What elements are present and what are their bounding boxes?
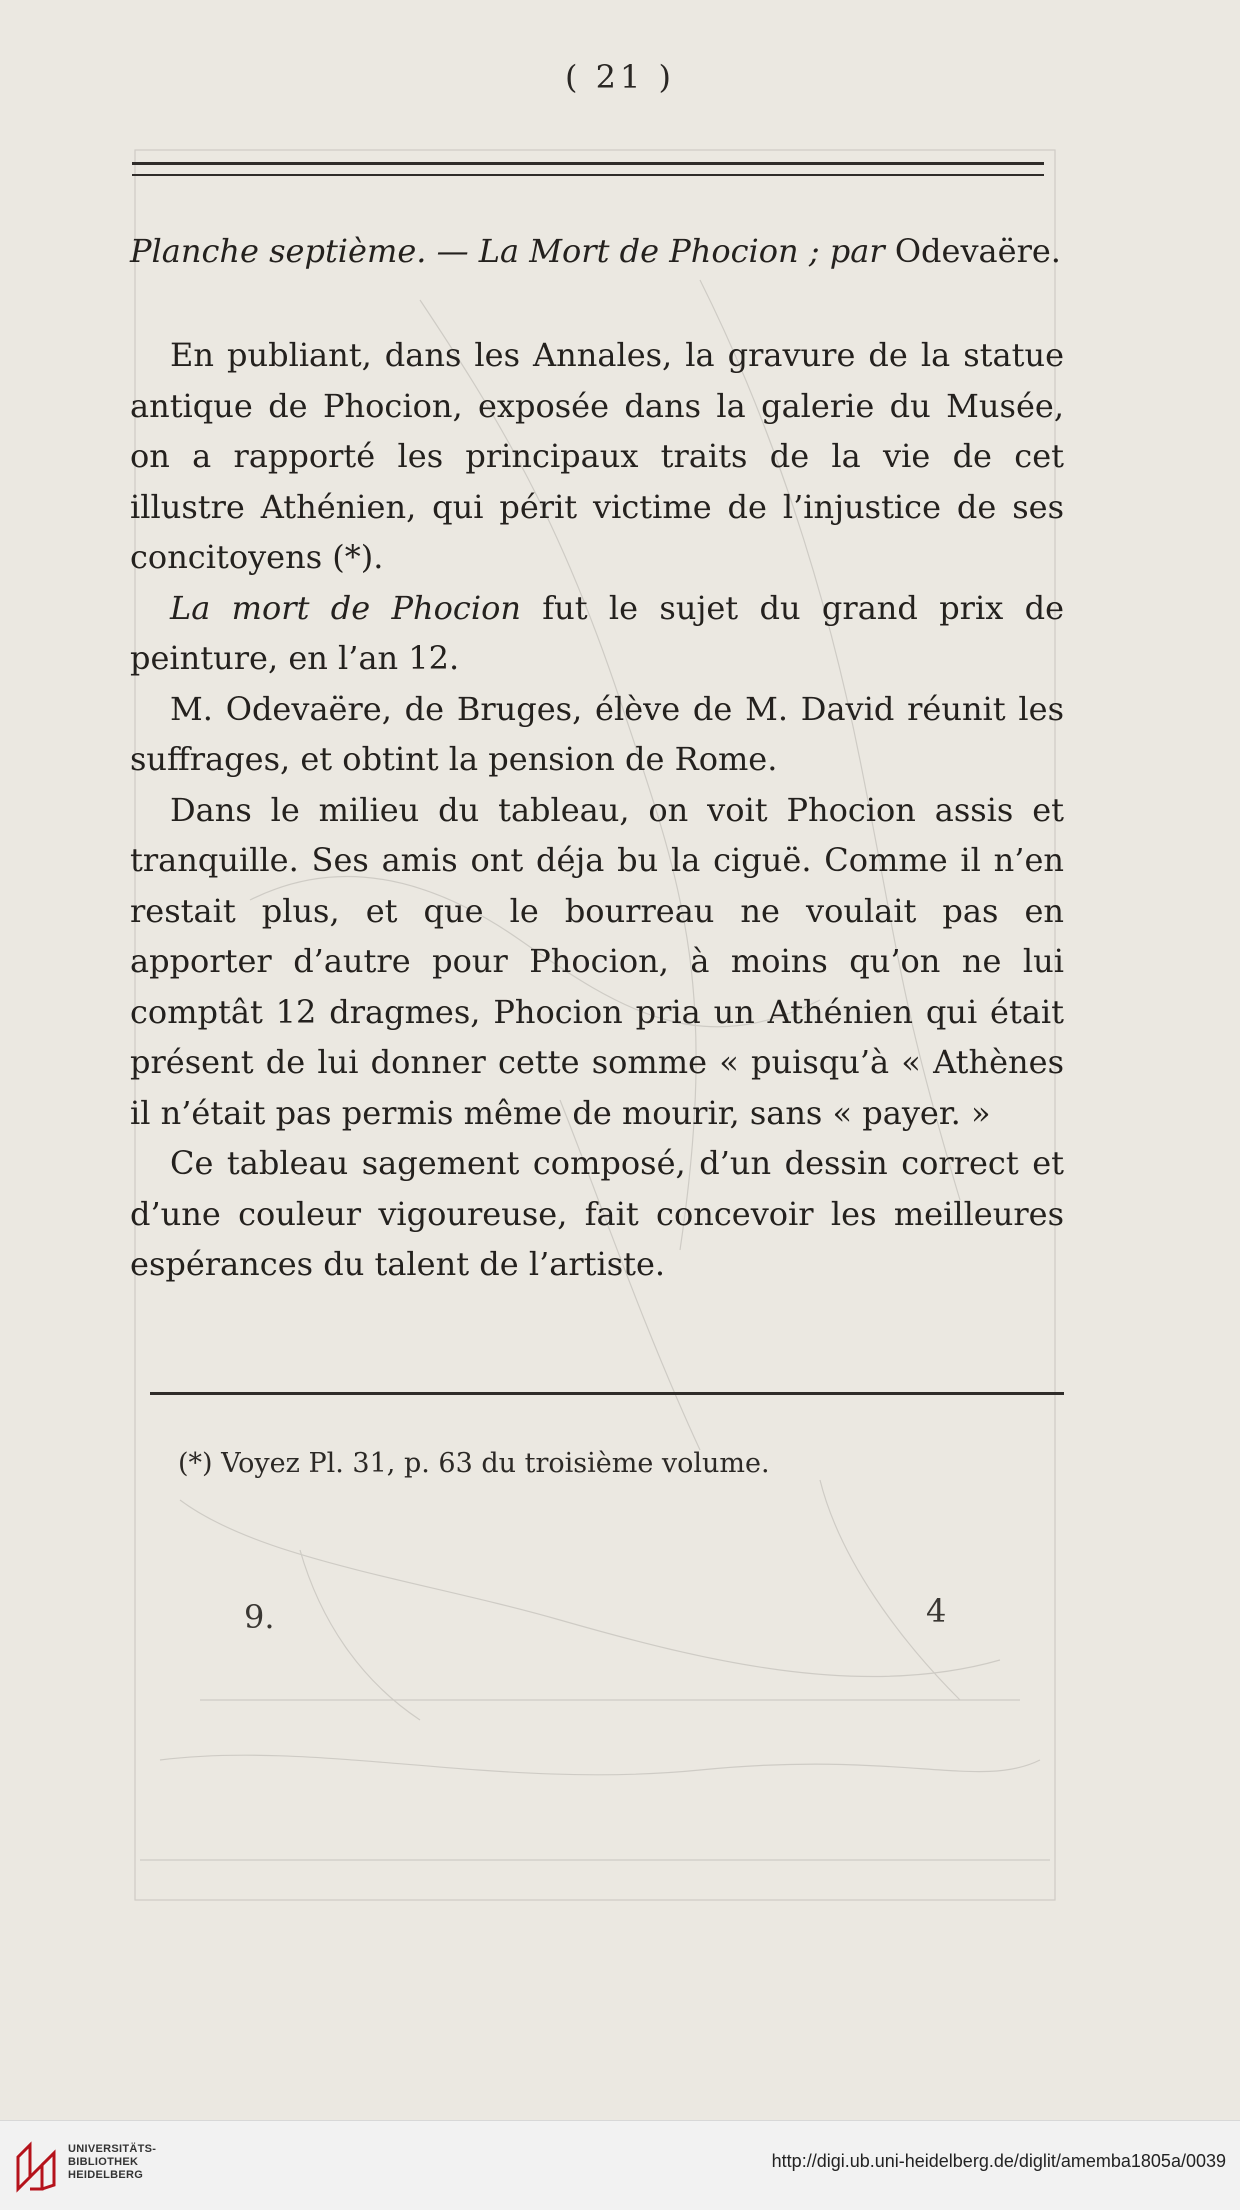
plate-dash: — <box>426 232 479 270</box>
page-number: ( 21 ) <box>564 58 676 96</box>
paragraph-italic: La mort de Phocion <box>170 588 521 627</box>
viewer-footer <box>0 2120 1240 2210</box>
signature-mark-left: 9. <box>244 1598 275 1636</box>
plate-artist: Odevaëre. <box>894 232 1061 270</box>
institution-line: BIBLIOTHEK <box>68 2156 139 2168</box>
paragraph: Ce tableau sagement composé, d’un dessin correct et d’une couleur vigoureuse, fait concevoir les meilleures espérances du talent de l’artiste. <box>130 1144 1064 1283</box>
plate-par: par <box>819 232 895 270</box>
paragraph: En publiant, dans les Annales, la gravure de la statue antique de Phocion, exposée dans la galerie du Musée, on a rapporté les principaux traits de la vie de cet illustre Athénien, qui périt victime de l’injustice de ses concitoyens (*). <box>130 336 1064 576</box>
institution-line: UNIVERSITÄTS- <box>68 2143 157 2155</box>
paragraph: M. Odevaëre, de Bruges, élève de M. David réunit les suffrages, et obtint la pension de Rome. <box>130 689 1064 778</box>
institution-name <box>68 2143 156 2182</box>
plate-label: Planche septième. <box>130 232 427 270</box>
footnote: (*) Voyez Pl. 31, p. 63 du troisième volume. <box>178 1448 770 1479</box>
body-text <box>130 330 1064 1290</box>
footnote-rule <box>150 1392 1064 1395</box>
header-rule-thin <box>132 174 1044 176</box>
institution-line: HEIDELBERG <box>68 2169 144 2181</box>
signature-mark-right: 4 <box>926 1592 947 1630</box>
paragraph: Dans le milieu du tableau, on voit Phocion assis et tranquille. Ses amis ont déja bu la ciguë. Comme il n’en restait plus, et que le bourreau ne voulait pas en apporter d’autre pour Phocion, à moins qu’on ne lui comptât 12 dragmes, Phocion pria un Athénien qui était présent de lui donner cette somme « puisqu’à « Athènes il n’était pas permis même de mourir, sans « payer. » <box>130 790 1064 1132</box>
university-library-logo-icon <box>12 2139 60 2193</box>
plate-subject: La Mort de Phocion ; <box>478 232 820 270</box>
permalink-url[interactable]: http://digi.ub.uni-heidelberg.de/diglit/amemba1805a/0039 <box>771 2151 1226 2171</box>
header-rule-thick <box>132 162 1044 165</box>
paragraph <box>130 583 1064 684</box>
paragraph-text: fut le sujet du grand prix de peinture, en l’an 12. <box>130 588 1064 677</box>
plate-title <box>130 232 1060 270</box>
